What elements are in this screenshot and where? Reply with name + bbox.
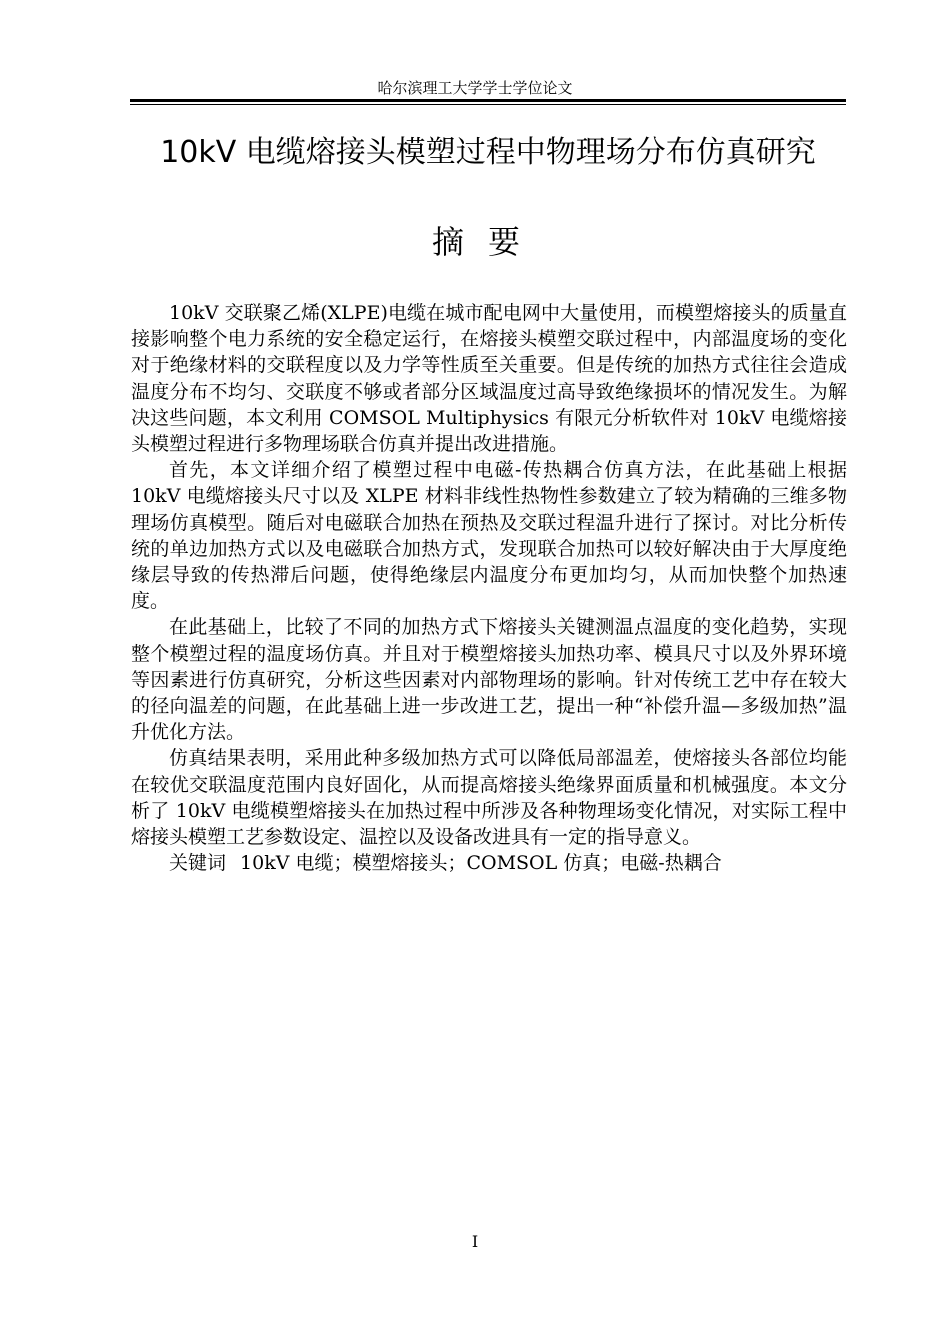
abstract-heading: 摘要 (431, 223, 544, 261)
header-rule-thin (130, 104, 846, 105)
header-rule-thick (130, 99, 846, 102)
abstract-body (131, 300, 847, 876)
running-header: 哈尔滨理工大学学士学位论文 (377, 79, 573, 97)
abstract-paragraph-4: 仿真结果表明，采用此种多级加热方式可以降低局部温差，使熔接头各部位均能在较优交联温度范围内良好固化，从而提高熔接头绝缘界面质量和机械强度。本文分析了 10kV 电缆模塑熔接头在加热过程中所涉及各种物理场变化情况，对实际工程中熔接头模塑工艺参数设定、温控以及设备改进具有一定的指导意义。 (131, 747, 847, 849)
thesis-title: 10kV 电缆熔接头模塑过程中物理场分布仿真研究 (160, 135, 816, 170)
keywords-text: 10kV 电缆；模塑熔接头；COMSOL 仿真；电磁-热耦合 (240, 852, 722, 875)
keywords-line (131, 850, 847, 876)
abstract-paragraph-1: 10kV 交联聚乙烯(XLPE)电缆在城市配电网中大量使用，而模塑熔接头的质量直接影响整个电力系统的安全稳定运行，在熔接头模塑交联过程中，内部温度场的变化对于绝缘材料的交联程度以及力学等性质至关重要。但是传统的加热方式往往会造成温度分布不均匀、交联度不够或者部分区域温度过高导致绝缘损坏的情况发生。为解决这些问题，本文利用 COMSOL Multiphysics 有限元分析软件对 10kV 电缆熔接头模塑过程进行多物理场联合仿真并提出改进措施。 (131, 302, 847, 456)
keywords-label: 关键词 (169, 852, 227, 875)
page-number: I (471, 1232, 479, 1251)
abstract-paragraph-2: 首先，本文详细介绍了模塑过程中电磁-传热耦合仿真方法，在此基础上根据 10kV 电缆熔接头尺寸以及 XLPE 材料非线性热物性参数建立了较为精确的三维多物理场仿真模型。随后对电磁联合加热在预热及交联过程温升进行了探讨。对比分析传统的单边加热方式以及电磁联合加热方式，发现联合加热可以较好解决由于大厚度绝缘层导致的传热滞后问题，使得绝缘层内温度分布更加均匀，从而加快整个加热速度。 (131, 459, 847, 613)
abstract-paragraph-3: 在此基础上，比较了不同的加热方式下熔接头关键测温点温度的变化趋势，实现整个模塑过程的温度场仿真。并且对于模塑熔接头加热功率、模具尺寸以及外界环境等因素进行仿真研究，分析这些因素对内部物理场的影响。针对传统工艺中存在较大的径向温差的问题，在此基础上进一步改进工艺，提出一种“补偿升温—多级加热”温升优化方法。 (131, 616, 847, 744)
